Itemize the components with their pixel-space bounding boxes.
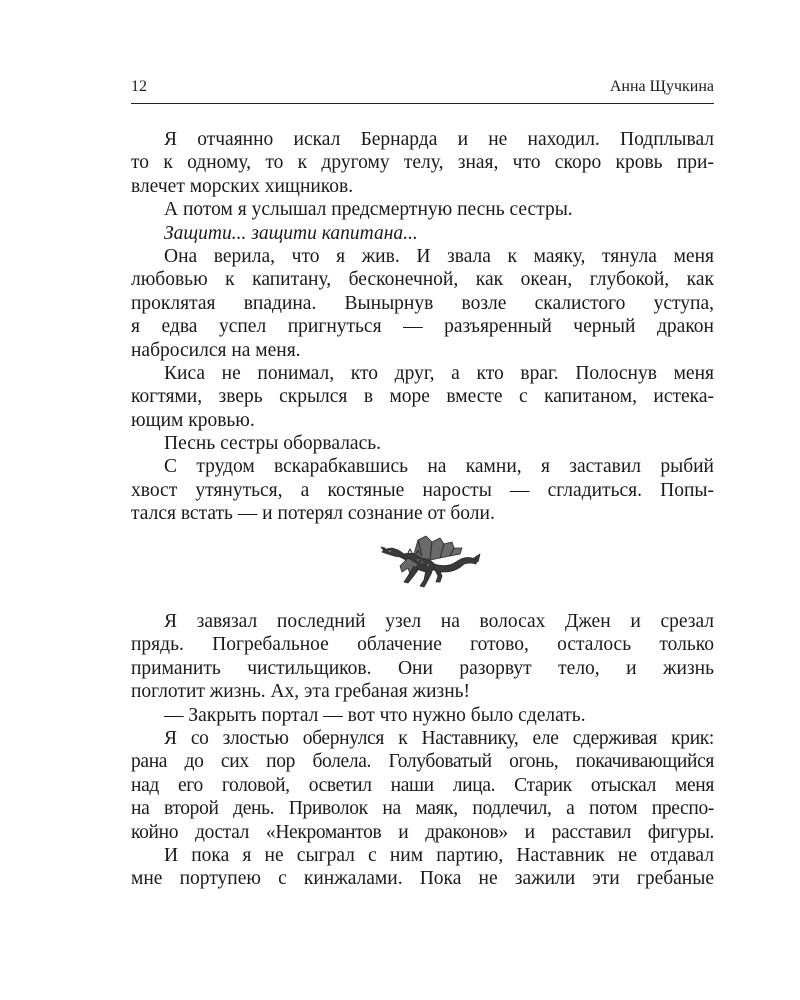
running-head-author: Анна Щучкина <box>609 78 714 95</box>
text-line: тался встать — и потерял сознание от боли. <box>131 503 495 525</box>
text-line: Песнь сестры оборвалась. <box>164 433 382 455</box>
text-line: на второй день. Приволок на маяк, подлечил, а потом преспо- <box>131 798 714 820</box>
text-line-italic: Защити... защити капитана... <box>164 222 418 244</box>
text-line: хвост утянуться, а костяные наросты — сгладиться. Попы- <box>131 479 714 501</box>
text-line: Я отчаянно искал Бернарда и не находил. Подплывал <box>164 129 714 150</box>
text-line: когтями, зверь скрылся в море вместе с капитаном, истека- <box>131 386 714 408</box>
text-line: Я со злостью обернулся к Наставнику, еле сдерживая крик: <box>164 727 714 749</box>
page-header <box>131 78 714 100</box>
text-line: И пока я не сыграл с ним партию, Наставник не отдавал <box>164 844 714 866</box>
text-line: койно достал «Некромантов и драконов» и расставил фигуры. <box>131 821 714 843</box>
text-line: рана до сих пор болела. Голубоватый огонь, покачивающийся <box>131 751 714 773</box>
text-line: проклятая впадина. Вынырнув возле скалистого уступа, <box>131 292 714 314</box>
text-section-2 <box>131 610 714 891</box>
text-line: С трудом вскарабкавшись на камни, я заставил рыбий <box>164 456 714 478</box>
text-line: прядь. Погребальное облачение готово, осталось только <box>131 634 714 656</box>
text-section-1 <box>131 128 714 526</box>
text-line: мне портупею с кинжалами. Пока не зажили эти гребаные <box>131 868 714 890</box>
text-line: я едва успел пригнуться — разъяренный черный дракон <box>131 316 714 338</box>
text-line: Она верила, что я жив. И звала к маяку, тянула меня <box>164 245 714 267</box>
dragon-icon <box>378 532 482 594</box>
text-line: А потом я услышал предсмертную песнь сестры. <box>164 199 573 221</box>
text-line: то к одному, то к другому телу, зная, что скоро кровь при- <box>131 152 714 174</box>
text-line: — Закрыть портал — вот что нужно было сделать. <box>164 704 586 726</box>
text-line: влечет морских хищников. <box>131 175 354 197</box>
text-line: Киса не понимал, кто друг, а кто враг. Полоснув меня <box>164 362 714 384</box>
text-line: Я завязал последний узел на волосах Джен и срезал <box>164 611 714 632</box>
text-line: над его головой, осветил наши лица. Старик отыскал меня <box>131 774 714 796</box>
text-line: набросился на меня. <box>131 339 301 361</box>
text-line: ющим кровью. <box>131 409 255 431</box>
text-line: любовью к капитану, бесконечной, как океан, глубокой, как <box>131 269 714 291</box>
text-line: приманить чистильщиков. Они разорвут тело, и жизнь <box>131 657 714 679</box>
text-line: поглотит жизнь. Ах, эта гребаная жизнь! <box>131 681 471 703</box>
header-rule <box>131 103 714 104</box>
page-number: 12 <box>131 78 147 95</box>
